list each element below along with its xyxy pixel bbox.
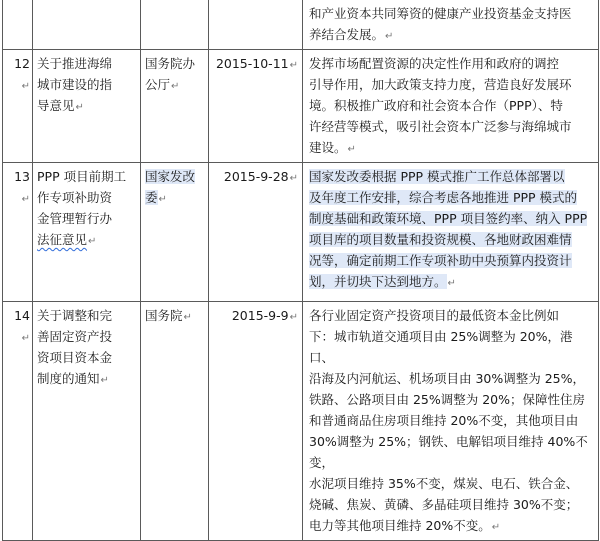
title-line: 善固定资产投 bbox=[37, 329, 113, 344]
content-line: 制度基础和政策环境、PPP 项目签约率、纳入 PPP bbox=[309, 211, 588, 226]
content-line: 铁路、公路项目由 25%调整为 20%；保障性住房 bbox=[309, 392, 586, 407]
content-line: 养结合发展。 bbox=[309, 27, 385, 42]
issuer-cell bbox=[141, 50, 209, 163]
paragraph-mark-icon: ↵ bbox=[21, 333, 30, 344]
row-number-cell bbox=[3, 0, 33, 50]
content-line: 沿海及内河航运、机场项目由 30%调整为 25%， bbox=[309, 371, 586, 386]
content-line: 许经营等模式，吸引社会资本广泛参与海绵城市 bbox=[309, 119, 572, 134]
title-line: 导意见 bbox=[37, 98, 75, 113]
paragraph-mark-icon: ↵ bbox=[289, 60, 298, 71]
table-row bbox=[3, 0, 599, 50]
issuer-line: 国务院办 bbox=[145, 56, 196, 71]
paragraph-mark-icon: ↵ bbox=[491, 522, 501, 533]
row-number-cell: 12↵ bbox=[3, 50, 33, 163]
title-cell bbox=[33, 50, 141, 163]
content-line: 和普通商品住房项目维持 20%不变，其他项目由 bbox=[309, 413, 579, 428]
title-line: 法征意见 bbox=[37, 232, 88, 247]
content-line: 境。积极推广政府和社会资本合作（PPP）、特 bbox=[309, 98, 563, 113]
content-cell bbox=[303, 50, 599, 163]
table-row bbox=[3, 50, 599, 163]
issuer-line: 委 bbox=[145, 190, 158, 205]
title-line: 金管理暂行办 bbox=[37, 211, 113, 226]
content-line: 各行业固定资产投资项目的最低资本金比例如 bbox=[309, 308, 560, 323]
paragraph-mark-icon: ↵ bbox=[88, 236, 97, 247]
paragraph-mark-icon: ↵ bbox=[289, 312, 298, 323]
content-line: 下：城市轨道交通项目由 25%调整为 20%，港口、 bbox=[309, 329, 573, 365]
issuer-cell bbox=[141, 302, 209, 541]
paragraph-mark-icon: ↵ bbox=[21, 194, 30, 205]
table-row bbox=[3, 302, 599, 541]
issuer-cell bbox=[141, 0, 209, 50]
paragraph-mark-icon: ↵ bbox=[21, 81, 30, 92]
title-line: 作专项补助资 bbox=[37, 190, 113, 205]
content-line: 建设。 bbox=[309, 140, 347, 155]
date-cell: 2015-9-28↵ bbox=[209, 163, 303, 302]
title-line: 制度的通知 bbox=[37, 371, 100, 386]
paragraph-mark-icon: ↵ bbox=[100, 375, 109, 386]
issuer-line: 公厅 bbox=[145, 77, 171, 92]
title-line: 城市建设的指 bbox=[37, 77, 113, 92]
title-line: 关于推进海绵 bbox=[37, 56, 113, 71]
table-row bbox=[3, 163, 599, 302]
paragraph-mark-icon: ↵ bbox=[75, 102, 84, 113]
content-line: 况等，确定前期工作专项补助中央预算内投资计 bbox=[309, 253, 572, 268]
issuer-line: 国家发改 bbox=[145, 169, 196, 184]
content-line: 30%调整为 25%；钢铁、电解铝项目维持 40%不变， bbox=[309, 434, 588, 470]
policy-table bbox=[2, 0, 599, 541]
title-line: 关于调整和完 bbox=[37, 308, 113, 323]
content-line: 水泥项目维持 35%不变，煤炭、电石、铁合金、 bbox=[309, 476, 579, 491]
content-line: 发挥市场配置资源的决定性作用和政府的调控 bbox=[309, 56, 560, 71]
title-cell bbox=[33, 163, 141, 302]
paragraph-mark-icon: ↵ bbox=[289, 173, 298, 184]
paragraph-mark-icon: ↵ bbox=[158, 194, 167, 205]
row-number-cell: 14↵ bbox=[3, 302, 33, 541]
row-number-cell: 13↵ bbox=[3, 163, 33, 302]
date-cell: 2015-9-9↵ bbox=[209, 302, 303, 541]
content-line: 烧碱、焦炭、黄磷、多晶硅项目维持 30%不变； bbox=[309, 497, 579, 512]
content-line: 划，并切块下达到地方。 bbox=[309, 274, 447, 289]
content-line: 国家发改委根据 PPP 模式推广工作总体部署以 bbox=[309, 169, 565, 184]
paragraph-mark-icon: ↵ bbox=[183, 312, 192, 323]
title-line: PPP 项目前期工 bbox=[37, 169, 127, 184]
content-cell bbox=[303, 302, 599, 541]
content-line: 电力等其他项目维持 20%不变。 bbox=[309, 518, 491, 533]
content-line: 引导作用，加大政策支持力度，营造良好发展环 bbox=[309, 77, 572, 92]
content-line: 项目库的项目数量和投资规模、各地财政困难情 bbox=[309, 232, 572, 247]
content-cell bbox=[303, 0, 599, 50]
title-cell bbox=[33, 0, 141, 50]
paragraph-mark-icon: ↵ bbox=[347, 144, 356, 155]
title-line: 资项目资本金 bbox=[37, 350, 113, 365]
content-line: 及年度工作安排，综合考虑各地推进 PPP 模式的 bbox=[309, 190, 578, 205]
paragraph-mark-icon: ↵ bbox=[385, 31, 394, 42]
issuer-cell bbox=[141, 163, 209, 302]
paragraph-mark-icon: ↵ bbox=[171, 81, 180, 92]
date-cell: 2015-10-11↵ bbox=[209, 50, 303, 163]
content-cell bbox=[303, 163, 599, 302]
date-cell bbox=[209, 0, 303, 50]
content-line: 和产业资本共同筹资的健康产业投资基金支持医 bbox=[309, 6, 572, 21]
issuer-line: 国务院 bbox=[145, 308, 183, 323]
title-cell bbox=[33, 302, 141, 541]
paragraph-mark-icon: ↵ bbox=[447, 278, 456, 289]
